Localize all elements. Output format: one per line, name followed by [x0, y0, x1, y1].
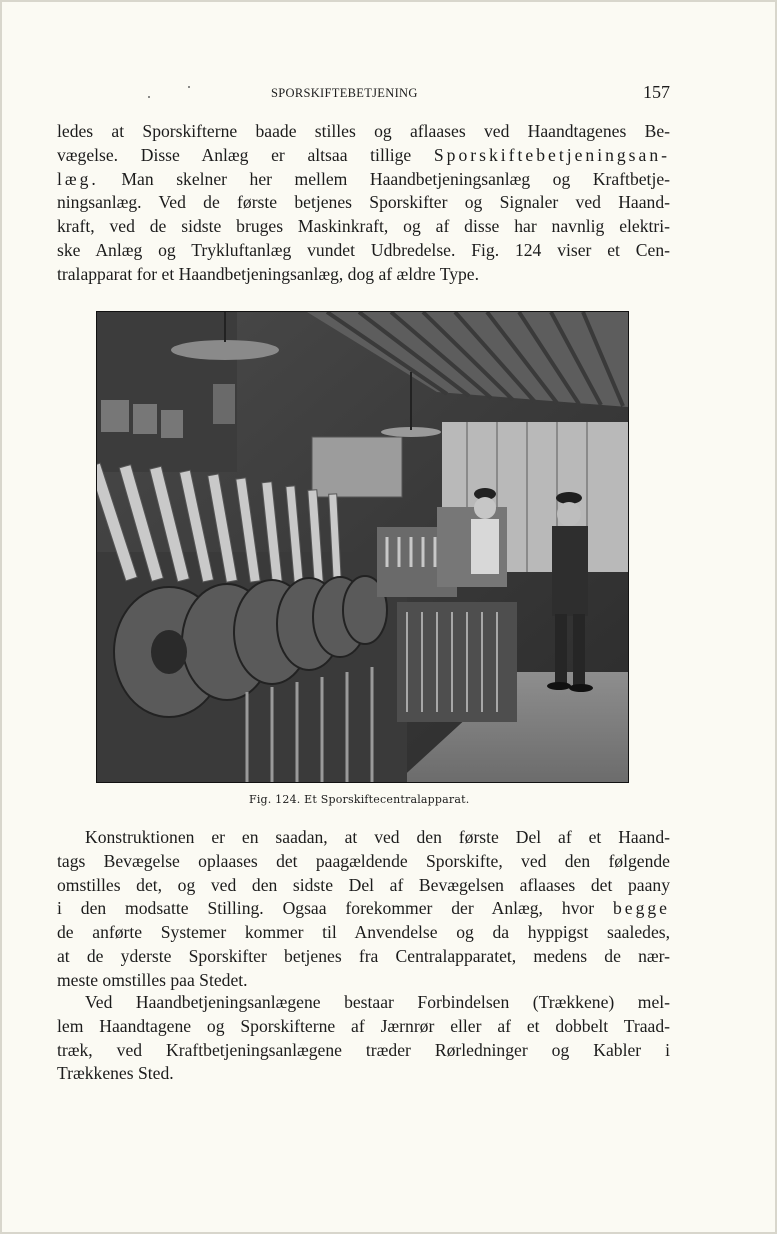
text-line: ske Anlæg og Trykluftanlæg vundet Udbredelse. Fig. 124 viser et Cen-	[57, 239, 670, 260]
text-line: kraft, ved de sidste bruges Maskinkraft, og af disse har navnlig elektri-	[57, 216, 670, 237]
print-speck	[148, 96, 150, 98]
text-span: vægelse. Disse Anlæg er altsaa tillige	[57, 144, 412, 165]
text-line: Trækkenes Sted.	[57, 1063, 174, 1084]
print-speck	[188, 86, 190, 88]
text-line: tags Bevægelse oplaases det paagældende Sporskifte, ved den følgende	[57, 850, 670, 871]
text-line: de anførte Systemer kommer til Anvendelse og da hyppigst saaledes,	[57, 922, 670, 943]
text-span: Man skelner her mellem Haandbetjeningsanlæg og Kraftbetje-	[121, 168, 670, 189]
text-line: tralapparat for et Haandbetjeningsanlæg, dog af ældre Type.	[57, 263, 480, 284]
text-line: meste omstilles paa Stedet.	[57, 969, 248, 990]
figure-caption: Fig. 124. Et Sporskiftecentralapparat.	[249, 793, 470, 806]
paragraph-2	[57, 826, 670, 993]
figure-photograph	[96, 311, 629, 783]
text-line: ningsanlæg. Ved de første betjenes Sporskifter og Signaler ved Haand-	[57, 192, 670, 213]
text-span: i den modsatte Stilling. Ogsaa forekommer der Anlæg, hvor	[57, 898, 595, 919]
emphasized-term-end: læg.	[57, 168, 99, 189]
running-title: SPORSKIFTEBETJENING	[271, 86, 418, 100]
emphasized-term: Sporskiftebetjeningsan-	[433, 144, 670, 165]
text-line: ledes at Sporskifterne baade stilles og aflaases ved Haandtagenes Be-	[57, 121, 670, 141]
text-line	[57, 897, 670, 921]
text-line: omstilles det, og ved den sidste Del af Bevægelsen aflaases det paany	[57, 874, 670, 895]
text-line: træk, ved Kraftbetjeningsanlægene træder Rørledninger og Kabler i	[57, 1039, 670, 1060]
text-line: Konstruktionen er en saadan, at ved den første Del af et Haand-	[85, 827, 670, 847]
signal-box-photo	[97, 312, 628, 782]
text-line: lem Haandtagene og Sporskifterne af Jærnrør eller af et dobbelt Traad-	[57, 1015, 670, 1036]
emphasized-term: begge	[612, 898, 670, 919]
page-number: 157	[643, 82, 670, 102]
paragraph-3	[57, 991, 670, 1086]
text-line	[57, 144, 670, 168]
text-line	[57, 168, 670, 192]
paragraph-1	[57, 120, 670, 287]
text-line: at de yderste Sporskifter betjenes fra Centralapparatet, medens de nær-	[57, 945, 670, 966]
text-line: Ved Haandbetjeningsanlægene bestaar Forbindelsen (Trækkene) mel-	[85, 992, 670, 1012]
